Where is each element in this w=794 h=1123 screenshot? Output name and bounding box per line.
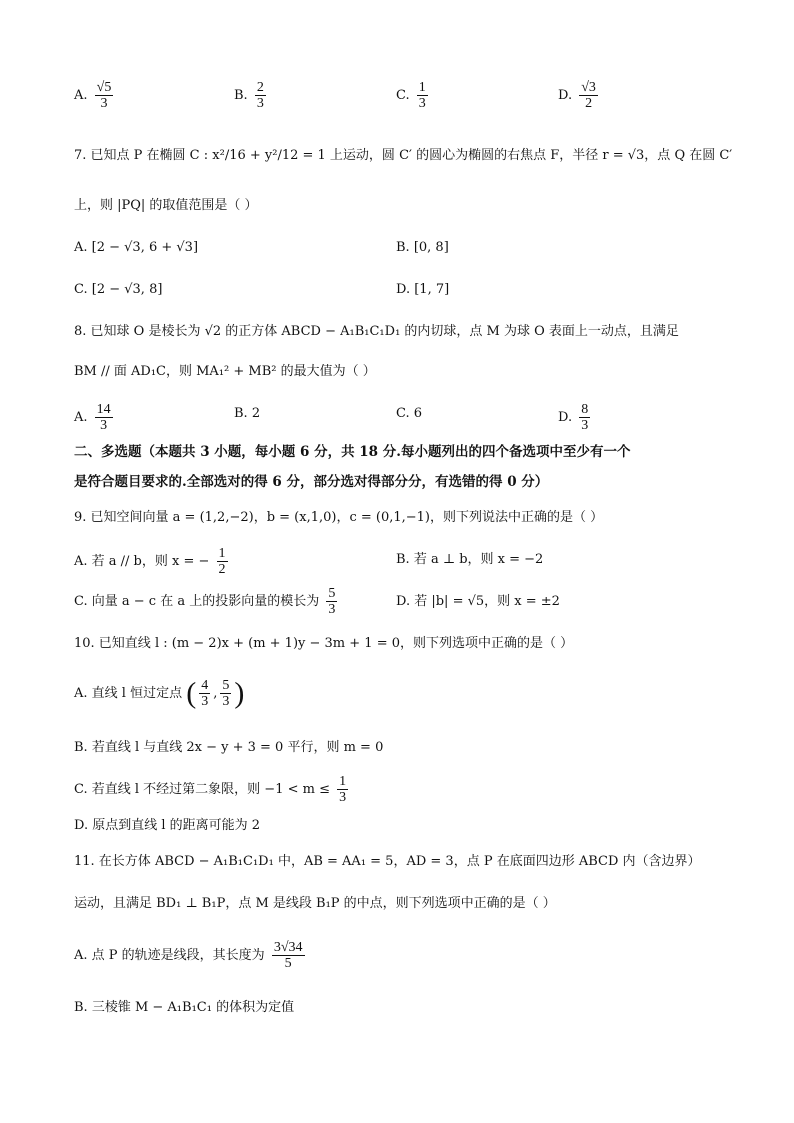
q6-option-b: B. $\frac{2}{3}$ <box>234 80 264 111</box>
section2-heading-line1: 二、多选题（本题共 3 小题，每小题 6 分，共 18 分.每小题列出的四个备选项中至少有一个 <box>74 444 631 460</box>
q8-option-c: C. 6 <box>396 406 423 421</box>
q8-stem-line2: BM // 面 AD₁C，则 MA₁² + MB² 的最大值为（ ） <box>74 364 376 379</box>
q10-option-c: C. 若直线 l 不经过第二象限，则 −1 < m ≤ $\frac{1}{3}$ <box>74 774 347 805</box>
q7-option-c: C. [2 − √3, 8] <box>74 282 163 297</box>
q11-option-a: A. 点 P 的轨迹是线段，其长度为 $\frac{3√34}{5}$ <box>74 940 303 971</box>
q8-option-d: D. $\frac{8}{3}$ <box>558 402 589 433</box>
q11-stem-line1: 11. 在长方体 ABCD − A₁B₁C₁D₁ 中，AB = AA₁ = 5，AD = 3，点 P 在底面四边形 ABCD 内（含边界） <box>74 854 701 869</box>
q6-option-c: C. $\frac{1}{3}$ <box>396 80 426 111</box>
q7-option-d: D. [1, 7] <box>396 282 450 297</box>
q10-option-b: B. 若直线 l 与直线 2x − y + 3 = 0 平行，则 m = 0 <box>74 740 384 755</box>
q6-option-a: A. $\frac{√5}{3}$ <box>74 80 112 111</box>
q11-option-b: B. 三棱锥 M − A₁B₁C₁ 的体积为定值 <box>74 1000 295 1015</box>
q11-stem-line2: 运动，且满足 BD₁ ⊥ B₁P，点 M 是线段 B₁P 的中点，则下列选项中正确的是（ ） <box>74 896 556 911</box>
q9-option-a: A. 若 a // b，则 x = − $\frac{1}{2}$ <box>74 546 226 577</box>
q10-option-d: D. 原点到直线 l 的距离可能为 2 <box>74 818 261 833</box>
q8-option-b: B. 2 <box>234 406 261 421</box>
q6-option-d: D. $\frac{√3}{2}$ <box>558 80 596 111</box>
q7-stem-line2: 上，则 |PQ| 的取值范围是（ ） <box>74 198 258 213</box>
q9-option-b: B. 若 a ⊥ b，则 x = −2 <box>396 552 544 567</box>
q7-stem-line1: 7. 已知点 P 在椭圆 C : x²/16 + y²/12 = 1 上运动，圆 C′ 的圆心为椭圆的右焦点 F，半径 r = √3，点 Q 在圆 C′ <box>74 148 733 163</box>
q9-option-d: D. 若 |b| = √5，则 x = ±2 <box>396 594 560 609</box>
q8-stem-line1: 8. 已知球 O 是棱长为 √2 的正方体 ABCD − A₁B₁C₁D₁ 的内切球，点 M 为球 O 表面上一动点，且满足 <box>74 324 679 339</box>
q7-option-a: A. [2 − √3, 6 + √3] <box>74 240 199 255</box>
q9-stem: 9. 已知空间向量 a = (1,2,−2)，b = (x,1,0)，c = (0,1,−1)，则下列说法中正确的是（ ） <box>74 510 604 525</box>
section2-heading-line2: 是符合题目要求的.全部选对的得 6 分，部分选对得部分分，有选错的得 0 分） <box>74 474 549 490</box>
q10-stem: 10. 已知直线 l : (m − 2)x + (m + 1)y − 3m + 1 = 0，则下列选项中正确的是（ ） <box>74 636 574 651</box>
q8-option-a: A. $\frac{14}{3}$ <box>74 402 111 433</box>
q10-option-a: A. 直线 l 恒过定点 ( $\frac{4}{3}$ , $\frac{5}{3}$ ) <box>74 676 245 710</box>
q7-option-b: B. [0, 8] <box>396 240 449 255</box>
q9-option-c: C. 向量 a − c 在 a 上的投影向量的模长为 $\frac{5}{3}$ <box>74 586 336 617</box>
